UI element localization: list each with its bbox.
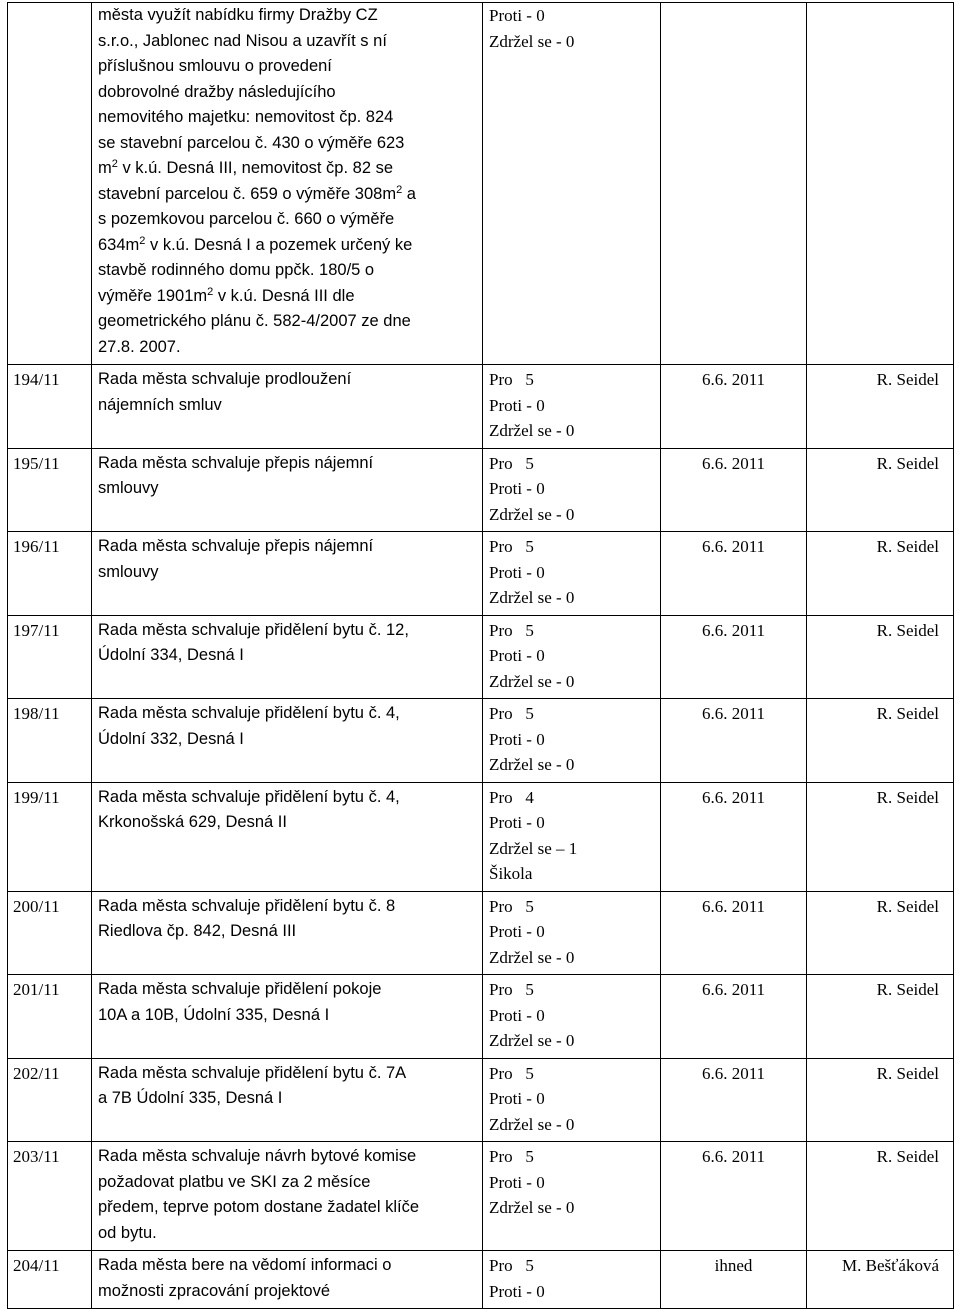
vote-line: Proti - 0 — [489, 1172, 545, 1192]
resolution-number-cell — [8, 1251, 92, 1309]
deadline-cell — [661, 975, 807, 1059]
resolution-number-cell — [8, 615, 92, 699]
vote-line: Proti - 0 — [489, 922, 545, 941]
deadline-text: ihned — [714, 1256, 753, 1275]
vote-cell — [483, 1251, 661, 1309]
vote-cell — [483, 975, 661, 1059]
vote-line: Proti - 0 — [489, 1089, 545, 1108]
resolution-number: 200/11 — [13, 896, 60, 916]
resolution-number-cell — [8, 1142, 92, 1251]
responsible-cell — [807, 699, 954, 783]
resolution-text-line: Rada města schvaluje přidělení bytu č. 4, — [98, 787, 400, 806]
table-row — [8, 891, 954, 975]
responsible-person: R. Seidel — [876, 896, 939, 916]
vote-cell — [483, 891, 661, 975]
resolution-number-cell — [8, 365, 92, 449]
vote-line: Proti - 0 — [489, 646, 545, 665]
table-row — [8, 1142, 954, 1251]
vote-line: Zdržel se - 0 — [489, 588, 575, 607]
vote-line: Šikola — [489, 864, 533, 883]
responsible-cell — [807, 1142, 954, 1251]
vote-line: Proti - 0 — [489, 1281, 545, 1301]
deadline-text: 6.6. 2011 — [701, 1063, 766, 1083]
vote-line: Pro 5 — [489, 537, 534, 556]
resolution-text-line: Údolní 334, Desná I — [98, 646, 244, 664]
resolution-number: 201/11 — [13, 980, 60, 999]
responsible-cell — [807, 3, 954, 365]
vote-line: Pro 5 — [489, 1147, 534, 1166]
resolution-text-line: Údolní 332, Desná I — [98, 729, 244, 748]
resolution-text-line: 10A a 10B, Údolní 335, Desná I — [98, 1005, 330, 1024]
deadline-text: 6.6. 2011 — [701, 537, 766, 556]
vote-line: Pro 5 — [489, 704, 534, 723]
vote-line: Pro 5 — [489, 980, 534, 999]
vote-line: Zdržel se - 0 — [489, 755, 575, 774]
resolution-number-cell — [8, 891, 92, 975]
responsible-person: R. Seidel — [876, 453, 939, 473]
table-row — [8, 365, 954, 449]
deadline-cell — [661, 615, 807, 699]
resolution-text-line: příslušnou smlouvu o provedení — [98, 57, 332, 75]
resolution-text-line: Rada města schvaluje přidělení pokoje — [98, 980, 382, 998]
resolution-text-cell — [92, 1142, 483, 1251]
vote-line: Zdržel se - 0 — [489, 421, 575, 440]
vote-cell — [483, 699, 661, 783]
vote-line: Zdržel se – 1 — [489, 838, 578, 858]
responsible-person: R. Seidel — [876, 1063, 939, 1083]
resolution-number-cell — [8, 448, 92, 532]
resolution-text-line: Rada města bere na vědomí informaci o — [98, 1256, 392, 1274]
responsible-person: R. Seidel — [876, 620, 939, 640]
resolution-text-cell — [92, 615, 483, 699]
resolution-text-line: s pozemkovou parcelou č. 660 o výměře — [98, 210, 395, 228]
resolution-number: 203/11 — [13, 1147, 60, 1166]
deadline-text: 6.6. 2011 — [701, 896, 766, 916]
resolution-number: 197/11 — [13, 620, 60, 640]
resolution-number-cell — [8, 532, 92, 616]
resolutions-document — [7, 2, 953, 1301]
vote-line: Zdržel se - 0 — [489, 31, 575, 51]
deadline-text: 6.6. 2011 — [701, 1147, 766, 1166]
resolutions-table — [7, 2, 954, 1309]
resolution-text-line: požadovat platbu ve SKI za 2 měsíce — [98, 1172, 371, 1191]
resolution-text-line: se stavební parcelou č. 430 o výměře 623 — [98, 133, 405, 152]
responsible-person: R. Seidel — [876, 980, 939, 999]
responsible-cell — [807, 615, 954, 699]
resolution-text-line: $m^2$ v k.ú. Desná III, nemovitost čp. 82 se — [98, 158, 394, 177]
resolution-text-line: možnosti zpracování projektové — [98, 1281, 331, 1300]
resolution-text-cell — [92, 365, 483, 449]
vote-line: Zdržel se - 0 — [489, 1198, 575, 1217]
vote-line: Zdržel se - 0 — [489, 947, 575, 967]
deadline-text: 6.6. 2011 — [701, 980, 766, 999]
resolution-number-cell — [8, 1058, 92, 1142]
resolution-text-line: Riedlova čp. 842, Desná III — [98, 922, 297, 940]
resolution-text-cell — [92, 448, 483, 532]
resolution-text-line: Rada města schvaluje prodloužení — [98, 370, 352, 388]
deadline-cell — [661, 782, 807, 891]
vote-line: Pro 5 — [489, 370, 534, 389]
deadline-cell — [661, 3, 807, 365]
vote-line: Zdržel se - 0 — [489, 1031, 575, 1050]
resolution-text-line: smlouvy — [98, 562, 159, 581]
table-row — [8, 1058, 954, 1142]
resolution-text-cell — [92, 975, 483, 1059]
deadline-cell — [661, 1142, 807, 1251]
vote-line: Zdržel se - 0 — [489, 504, 575, 524]
resolution-text-line: předem, teprve potom dostane žadatel klíče — [98, 1198, 420, 1216]
responsible-cell — [807, 975, 954, 1059]
resolution-text-cell — [92, 532, 483, 616]
vote-line: Proti - 0 — [489, 729, 545, 749]
deadline-text: 6.6. 2011 — [701, 453, 766, 473]
vote-line: Pro 5 — [489, 1256, 534, 1275]
responsible-person: R. Seidel — [876, 370, 939, 389]
resolution-text-cell — [92, 699, 483, 783]
vote-line: Pro 5 — [489, 1063, 534, 1083]
responsible-cell — [807, 891, 954, 975]
resolution-text-line: smlouvy — [98, 479, 159, 497]
vote-line: Proti - 0 — [489, 562, 545, 582]
resolution-text-cell — [92, 891, 483, 975]
resolution-text-line: Rada města schvaluje přidělení bytu č. 8 — [98, 896, 396, 915]
vote-line: Zdržel se - 0 — [489, 1114, 575, 1134]
vote-line: Proti - 0 — [489, 813, 545, 832]
resolution-text-line: od bytu. — [98, 1223, 157, 1242]
resolution-text-line: Rada města schvaluje přidělení bytu č. 12, — [98, 620, 409, 639]
resolution-text-line: Rada města schvaluje návrh bytové komise — [98, 1147, 417, 1165]
resolution-text-line: města využít nabídku firmy Dražby CZ — [98, 6, 378, 24]
vote-cell — [483, 365, 661, 449]
vote-line: Proti - 0 — [489, 1005, 545, 1025]
vote-line: Pro 4 — [489, 787, 534, 807]
deadline-text: 6.6. 2011 — [701, 370, 766, 389]
resolution-number: 194/11 — [13, 370, 60, 389]
resolution-text-line: dobrovolné dražby následujícího — [98, 82, 336, 101]
responsible-person: R. Seidel — [876, 537, 939, 556]
resolution-number: 202/11 — [13, 1063, 60, 1083]
deadline-text: 6.6. 2011 — [701, 787, 766, 807]
deadline-cell — [661, 891, 807, 975]
table-row — [8, 532, 954, 616]
resolution-number-cell — [8, 782, 92, 891]
vote-line: Proti - 0 — [489, 395, 545, 415]
resolution-text-cell — [92, 1058, 483, 1142]
responsible-person: R. Seidel — [876, 704, 939, 723]
deadline-cell — [661, 532, 807, 616]
resolution-number: 199/11 — [13, 787, 60, 807]
resolution-text-cell — [92, 782, 483, 891]
responsible-cell — [807, 532, 954, 616]
vote-cell — [483, 615, 661, 699]
resolution-number-cell — [8, 3, 92, 365]
deadline-cell — [661, 1251, 807, 1309]
resolution-number: 204/11 — [13, 1256, 60, 1275]
deadline-cell — [661, 365, 807, 449]
resolution-text-line: geometrického plánu č. 582-4/2007 ze dne — [98, 312, 411, 330]
vote-cell — [483, 1058, 661, 1142]
vote-line: Pro 5 — [489, 620, 534, 640]
resolution-text-line: Rada města schvaluje přepis nájemní — [98, 537, 374, 555]
resolution-text-line: stavební parcelou č. 659 o výměře $308m^2$ a — [98, 183, 416, 203]
deadline-text: 6.6. 2011 — [701, 704, 766, 723]
resolution-text-line: Rada města schvaluje přepis nájemní — [98, 453, 374, 472]
responsible-person: R. Seidel — [876, 787, 939, 807]
resolution-text-line: nemovitého majetku: nemovitost čp. 824 — [98, 108, 394, 126]
deadline-text: 6.6. 2011 — [701, 620, 766, 640]
resolution-number-cell — [8, 975, 92, 1059]
vote-cell — [483, 532, 661, 616]
resolution-text-line: Rada města schvaluje přidělení bytu č. 4, — [98, 704, 400, 722]
vote-cell — [483, 1142, 661, 1251]
resolution-number: 196/11 — [13, 537, 60, 556]
vote-line: Proti - 0 — [489, 6, 545, 25]
resolution-text-line: s.r.o., Jablonec nad Nisou a uzavřít s ní — [98, 31, 387, 50]
responsible-person: M. Bešťáková — [842, 1256, 939, 1275]
table-row — [8, 1251, 954, 1309]
table-row-continuation — [8, 3, 954, 365]
deadline-cell — [661, 448, 807, 532]
resolution-text-line: Rada města schvaluje přidělení bytu č. 7A — [98, 1063, 407, 1082]
table-row — [8, 699, 954, 783]
resolution-text-line: 27.8. 2007. — [98, 337, 181, 356]
resolution-number: 195/11 — [13, 453, 60, 473]
table-row — [8, 448, 954, 532]
responsible-person: R. Seidel — [876, 1147, 939, 1166]
resolution-number-cell — [8, 699, 92, 783]
table-row — [8, 975, 954, 1059]
vote-line: Pro 5 — [489, 896, 534, 916]
resolution-text-line: Krkonošská 629, Desná II — [98, 813, 287, 831]
responsible-cell — [807, 448, 954, 532]
resolution-text-line: a 7B Údolní 335, Desná I — [98, 1089, 283, 1107]
responsible-cell — [807, 1251, 954, 1309]
resolution-text-line: nájemních smluv — [98, 395, 222, 414]
resolution-text-cell — [92, 1251, 483, 1309]
responsible-cell — [807, 1058, 954, 1142]
vote-line: Zdržel se - 0 — [489, 671, 575, 691]
deadline-cell — [661, 699, 807, 783]
responsible-cell — [807, 782, 954, 891]
vote-cell — [483, 782, 661, 891]
resolution-text-line: $634m^2$ v k.ú. Desná I a pozemek určený ke — [98, 234, 413, 254]
table-row — [8, 782, 954, 891]
responsible-cell — [807, 365, 954, 449]
resolution-text-line: výměře $1901m^2$ v k.ú. Desná III dle — [98, 285, 355, 305]
vote-cell — [483, 3, 661, 365]
resolution-text-line: stavbě rodinného domu ppčk. 180/5 o — [98, 261, 375, 279]
table-row — [8, 615, 954, 699]
resolution-text-cell — [92, 3, 483, 365]
vote-line: Proti - 0 — [489, 479, 545, 498]
vote-cell — [483, 448, 661, 532]
vote-line: Pro 5 — [489, 453, 534, 473]
resolution-number: 198/11 — [13, 704, 60, 723]
deadline-cell — [661, 1058, 807, 1142]
